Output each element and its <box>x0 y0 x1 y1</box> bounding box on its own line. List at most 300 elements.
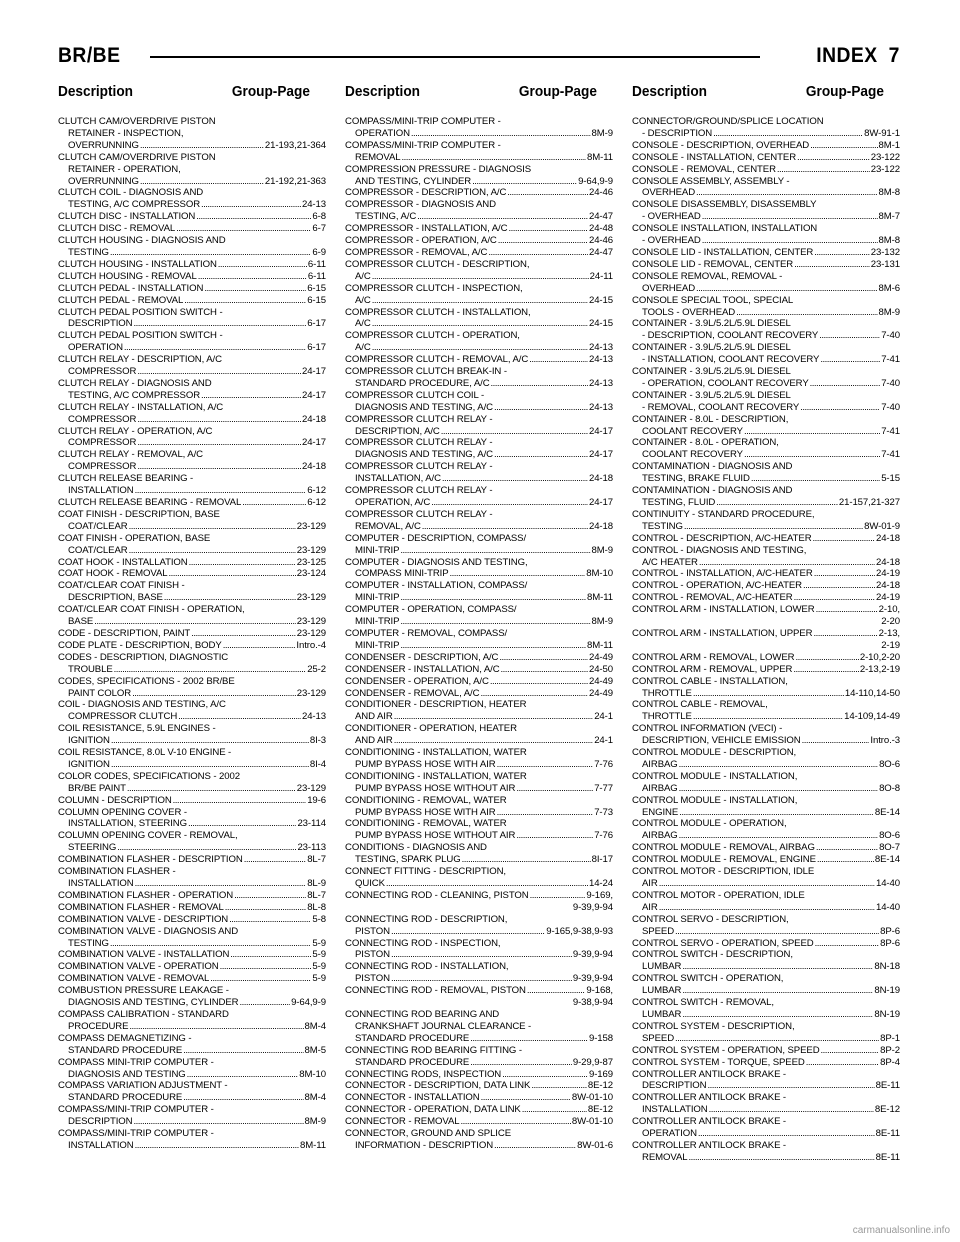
entry-text: DESCRIPTION <box>68 318 133 330</box>
entry-page-ref: 14-24 <box>588 878 613 889</box>
entry-text: AIRBAG <box>642 758 678 770</box>
index-entry <box>345 247 613 259</box>
entry-text: COMPASS MINI-TRIP COMPUTER - <box>58 1056 214 1068</box>
entry-line <box>345 271 613 283</box>
entry-text: COMPRESSOR <box>68 437 137 449</box>
index-entry <box>58 152 326 188</box>
dot-leader <box>494 1140 576 1152</box>
entry-line <box>345 1140 613 1152</box>
entry-page-ref: 6-8 <box>312 211 326 223</box>
dot-leader <box>696 283 877 295</box>
entry-page-ref: 24-17 <box>588 497 613 508</box>
entry-line <box>632 116 900 128</box>
dot-leader <box>527 985 586 997</box>
entry-line <box>58 985 326 997</box>
dot-leader <box>218 259 307 271</box>
index-entry <box>58 497 326 509</box>
entry-page-ref: 7-40 <box>881 401 900 413</box>
entry-line <box>345 902 613 914</box>
dot-leader <box>394 735 594 747</box>
entry-line <box>632 795 900 807</box>
entry-text: AIR <box>642 901 658 913</box>
index-entry <box>632 890 900 914</box>
entry-text: COMPRESSOR CLUTCH RELAY - <box>345 508 493 520</box>
index-entry <box>345 485 613 509</box>
entry-text: CONSOLE LID - INSTALLATION, CENTER <box>632 246 814 258</box>
entry-text: A/C HEATER <box>642 556 698 568</box>
index-entry <box>345 914 613 938</box>
entry-line <box>345 211 613 223</box>
entry-text: CONTROL - OPERATION, A/C-HEATER <box>632 580 802 592</box>
index-entry <box>345 414 613 438</box>
entry-text: COMPUTER - REMOVAL, COMPASS/ <box>345 627 508 639</box>
entry-text: CONTROL MOTOR - DESCRIPTION, IDLE <box>632 866 815 878</box>
entry-text: CONTROL ARM - INSTALLATION, LOWER <box>632 604 815 616</box>
dot-leader <box>675 1033 879 1045</box>
entry-line <box>632 521 900 533</box>
entry-line <box>632 533 900 545</box>
entry-text: COMPRESSOR - OPERATION, A/C <box>345 235 497 247</box>
index-entry <box>58 1033 326 1057</box>
entry-line <box>58 592 326 604</box>
entry-page-ref: 8O-6 <box>879 758 900 770</box>
entry-line <box>58 1009 326 1021</box>
entry-text: CRANKSHAFT JOURNAL CLEARANCE - <box>355 1020 532 1032</box>
entry-page-ref: 25-2 <box>307 663 326 675</box>
entry-text: COAT/CLEAR <box>68 544 128 556</box>
index-entry <box>345 461 613 485</box>
entry-page-ref-continued: 9-38,9-94 <box>572 997 613 1009</box>
entry-text: DESCRIPTION <box>642 1080 707 1092</box>
entry-text: COMBINATION VALVE - OPERATION <box>58 961 219 973</box>
group-page-heading: Group-Page <box>231 84 310 100</box>
entry-line <box>58 283 326 295</box>
dot-leader <box>391 926 545 938</box>
entry-line <box>345 437 613 449</box>
entry-line <box>345 1116 613 1128</box>
entry-line <box>58 378 326 390</box>
index-entry <box>345 938 613 962</box>
entry-text: CLUTCH CAM/OVERDRIVE PISTON <box>58 116 216 127</box>
watermark: carmanualsonline.info <box>852 1225 950 1236</box>
entry-text: AIRBAG <box>642 830 678 842</box>
entry-list <box>632 116 900 1164</box>
entry-line <box>632 699 900 711</box>
dot-leader <box>817 854 874 866</box>
entry-text: INFORMATION - DESCRIPTION <box>355 1139 494 1151</box>
entry-line <box>632 1080 900 1092</box>
entry-line <box>632 723 900 735</box>
entry-page-ref-continued: 9-39,9-94 <box>572 901 613 913</box>
entry-text: CONTROL SYSTEM - DESCRIPTION, <box>632 1020 795 1032</box>
entry-line <box>345 783 613 795</box>
dot-leader <box>497 807 594 819</box>
entry-text: CLUTCH PEDAL - INSTALLATION <box>58 282 204 294</box>
entry-text: CONNECTOR/GROUND/SPLICE LOCATION <box>632 116 824 127</box>
entry-page-ref: 2-10,2-20 <box>859 651 900 663</box>
dot-leader <box>402 152 587 164</box>
index-entry <box>58 723 326 747</box>
entry-line <box>345 390 613 402</box>
index-entry <box>58 676 326 700</box>
index-entry <box>632 152 900 164</box>
dot-leader <box>516 830 593 842</box>
entry-line <box>632 961 900 973</box>
entry-text: CONTROL SERVO - DESCRIPTION, <box>632 913 789 925</box>
entry-line <box>58 307 326 319</box>
entry-page-ref: 9-64,9-9 <box>578 175 613 187</box>
entry-text: COMPASS/MINI-TRIP COMPUTER - <box>345 116 501 127</box>
entry-text: A/C <box>355 270 371 282</box>
entry-text: CLUTCH RELEASE BEARING - REMOVAL <box>58 497 242 508</box>
entry-page-ref: 8L-7 <box>307 854 326 866</box>
entry-page-ref: 8N-19 <box>874 985 900 997</box>
entry-page-ref: 6-15 <box>307 294 326 306</box>
entry-line <box>58 723 326 735</box>
entry-page-ref: 9-158 <box>588 1032 613 1044</box>
entry-text: CONDENSER - INSTALLATION, A/C <box>345 663 500 675</box>
entry-page-ref: 8M-11 <box>587 151 613 163</box>
entry-page-ref: 24-15 <box>588 294 613 306</box>
entry-page-ref: 7-41 <box>881 354 900 366</box>
entry-page-ref: 24-11 <box>589 270 613 282</box>
entry-page-ref: 24-18 <box>301 461 326 473</box>
entry-line <box>345 949 613 961</box>
dot-leader <box>815 938 880 950</box>
dot-leader <box>201 390 301 402</box>
entry-line <box>58 580 326 592</box>
index-entry <box>632 652 900 664</box>
page-header <box>58 44 900 72</box>
entry-page-ref: 6-12 <box>307 497 326 508</box>
index-entry <box>632 997 900 1021</box>
entry-page-ref: 24-13 <box>588 342 613 354</box>
dot-leader <box>173 795 307 807</box>
entry-line <box>58 497 326 509</box>
entry-text: - OPERATION, COOLANT RECOVERY <box>642 377 809 389</box>
dot-leader <box>234 890 306 902</box>
dot-leader <box>183 1045 303 1057</box>
entry-text: AND TESTING, CYLINDER <box>355 175 472 187</box>
entry-page-ref: 24-46 <box>588 235 613 247</box>
entry-line <box>345 330 613 342</box>
entry-text: COAT/CLEAR COAT FINISH - <box>58 580 185 592</box>
entry-text: CONTROL MOTOR - OPERATION, IDLE <box>632 889 805 901</box>
dot-leader <box>529 354 588 366</box>
entry-page-ref: 24-19 <box>875 568 900 580</box>
dot-leader <box>491 378 588 390</box>
index-entry <box>632 699 900 723</box>
index-entry <box>58 652 326 676</box>
dot-leader <box>501 664 588 676</box>
index-entry <box>632 1140 900 1164</box>
entry-line <box>632 604 900 616</box>
index-entry <box>345 1128 613 1152</box>
dot-leader <box>204 283 306 295</box>
entry-line <box>58 342 326 354</box>
entry-line <box>632 985 900 997</box>
dot-leader <box>372 271 589 283</box>
dot-leader <box>777 164 870 176</box>
index-entry <box>632 938 900 950</box>
entry-text: COIL RESISTANCE, 5.9L ENGINES - <box>58 723 216 735</box>
entry-line <box>632 199 900 211</box>
entry-page-ref: 24-18 <box>588 473 613 485</box>
entry-text: REMOVAL <box>642 1151 688 1163</box>
entry-line <box>345 961 613 973</box>
index-entry <box>345 1069 613 1081</box>
entry-page-ref: 8M-7 <box>878 211 900 223</box>
entry-text: REMOVAL, A/C <box>355 520 421 532</box>
entry-text: CONTAINER - 3.9L/5.2L/5.9L DIESEL <box>632 366 791 378</box>
entry-page-ref: 8W-01-10 <box>571 1116 613 1128</box>
entry-text: DESCRIPTION, A/C <box>355 425 440 437</box>
entry-text: CLUTCH RELAY - INSTALLATION, A/C <box>58 401 224 413</box>
entry-text: AIR <box>642 878 658 889</box>
dot-leader <box>129 545 296 557</box>
entry-text: TESTING <box>68 246 109 258</box>
entry-text: DIAGNOSIS AND TESTING, A/C <box>355 449 493 461</box>
entry-page-ref: 8W-01-10 <box>571 1092 613 1104</box>
index-title: INDEX <box>816 44 878 67</box>
index-entry <box>345 699 613 723</box>
dot-leader <box>709 1104 874 1116</box>
entry-line <box>58 1021 326 1033</box>
entry-text: A/C <box>355 342 371 354</box>
entry-page-ref: 8I-17 <box>591 854 613 866</box>
entry-line <box>632 140 900 152</box>
entry-page-ref: 9-168, <box>586 985 613 997</box>
entry-text: INSTALLATION, STEERING <box>68 818 187 830</box>
index-entry <box>632 318 900 342</box>
entry-text: CLUTCH HOUSING - DIAGNOSIS AND <box>58 235 226 247</box>
index-entry <box>345 1092 613 1104</box>
entry-line <box>632 640 900 652</box>
entry-line <box>345 711 613 723</box>
entry-text: COMPRESSION PRESSURE - DIAGNOSIS <box>345 163 532 175</box>
entry-text: TESTING, A/C COMPRESSOR <box>68 389 201 401</box>
entry-line <box>58 676 326 688</box>
entry-line <box>58 235 326 247</box>
entry-text: COMPRESSOR <box>68 413 137 425</box>
dot-leader <box>794 592 875 604</box>
entry-line <box>58 521 326 533</box>
entry-line <box>345 807 613 819</box>
entry-page-ref: 8N-19 <box>874 1008 900 1020</box>
dot-leader <box>806 1057 879 1069</box>
entry-page-ref: 24-18 <box>588 520 613 532</box>
entry-page-ref: 21-192,21-363 <box>264 175 326 187</box>
dot-leader <box>793 664 859 676</box>
entry-text: INSTALLATION <box>68 485 134 497</box>
index-entry <box>58 866 326 890</box>
entry-line <box>58 699 326 711</box>
entry-line <box>345 1045 613 1057</box>
index-entry <box>58 568 326 580</box>
entry-text: TESTING <box>642 520 683 532</box>
entry-page-ref: 5-9 <box>312 949 326 961</box>
index-entry <box>58 1080 326 1104</box>
entry-page-ref: 23-129 <box>296 627 326 639</box>
dot-leader <box>508 223 588 235</box>
entry-line <box>632 247 900 259</box>
dot-leader <box>795 652 858 664</box>
entry-text: CONTROLLER ANTILOCK BRAKE - <box>632 1139 787 1151</box>
entry-line <box>632 211 900 223</box>
entry-line <box>632 1152 900 1164</box>
entry-text: COMBINATION VALVE - DESCRIPTION <box>58 913 229 925</box>
entry-page-ref: 8M-4 <box>304 1092 326 1104</box>
entry-line <box>632 1033 900 1045</box>
dot-leader <box>702 235 878 247</box>
entry-text: LUMBAR <box>642 1008 682 1020</box>
dot-leader <box>530 890 586 902</box>
index-entry <box>58 914 326 926</box>
index-entry <box>58 1057 326 1081</box>
entry-line <box>58 664 326 676</box>
dot-leader <box>810 140 877 152</box>
entry-page-ref: 6-11 <box>307 258 326 270</box>
entry-line <box>345 295 613 307</box>
entry-line <box>58 140 326 152</box>
entry-page-ref: 14-110,14-50 <box>844 687 900 699</box>
entry-line <box>632 187 900 199</box>
entry-line <box>58 1092 326 1104</box>
dot-leader <box>679 807 874 819</box>
dot-leader <box>516 783 593 795</box>
index-entry <box>58 307 326 331</box>
index-entry <box>58 985 326 1009</box>
entry-page-ref: 8P-6 <box>880 937 900 949</box>
dot-leader <box>502 1069 588 1081</box>
dot-leader <box>386 878 588 890</box>
entry-page-ref: 7-41 <box>881 425 900 437</box>
entry-line <box>345 283 613 295</box>
entry-line <box>58 1033 326 1045</box>
entry-page-ref: 8E-12 <box>587 1080 613 1092</box>
entry-line <box>632 259 900 271</box>
dot-leader <box>498 235 588 247</box>
entry-text: PUMP BYPASS HOSE WITH AIR <box>355 758 496 770</box>
entry-text: CLUTCH PEDAL - REMOVAL <box>58 294 184 306</box>
entry-page-ref: 24-50 <box>588 663 613 675</box>
entry-page-ref: 7-76 <box>594 830 613 842</box>
entry-line <box>632 354 900 366</box>
entry-text: CONSOLE SPECIAL TOOL, SPECIAL <box>632 294 794 306</box>
entry-text: INSTALLATION <box>68 1139 134 1151</box>
entry-line <box>632 1116 900 1128</box>
entry-text: OVERRUNNING <box>68 175 139 187</box>
dot-leader <box>472 176 577 188</box>
index-entry <box>632 818 900 842</box>
entry-line <box>58 437 326 449</box>
entry-text: CLUTCH RELAY - OPERATION, A/C <box>58 425 213 437</box>
entry-line <box>632 866 900 878</box>
entry-page-ref: 8E-11 <box>875 1151 900 1163</box>
entry-line <box>632 592 900 604</box>
entry-text: CLUTCH RELAY - DESCRIPTION, A/C <box>58 354 222 366</box>
dot-leader <box>110 938 312 950</box>
entry-line <box>632 997 900 1009</box>
entry-line <box>58 926 326 938</box>
dot-leader <box>225 902 306 914</box>
entry-page-ref: 21-193,21-364 <box>264 139 326 151</box>
description-heading: Description <box>58 84 133 100</box>
entry-text: STEERING <box>68 842 117 854</box>
entry-text: CONDITIONING - REMOVAL, WATER <box>345 818 507 830</box>
entry-text: OPERATION <box>642 1128 697 1140</box>
entry-line <box>632 664 900 676</box>
entry-text: AND AIR <box>355 711 393 723</box>
entry-line <box>632 152 900 164</box>
entry-line <box>58 128 326 140</box>
dot-leader <box>441 426 588 438</box>
entry-page-ref: 8W-91-1 <box>864 127 900 139</box>
entry-line <box>632 390 900 402</box>
entry-line <box>345 818 613 830</box>
dot-leader <box>682 1009 873 1021</box>
entry-line <box>58 973 326 985</box>
index-entry <box>632 1116 900 1140</box>
entry-line <box>632 1021 900 1033</box>
entry-list <box>345 116 613 1152</box>
entry-page-ref: 24-18 <box>301 413 326 425</box>
entry-text: - DESCRIPTION <box>642 127 713 139</box>
entry-line <box>345 735 613 747</box>
index-entry <box>58 402 326 426</box>
index-entry <box>632 604 900 628</box>
entry-line <box>345 449 613 461</box>
entry-page-ref: 8P-4 <box>880 1056 900 1068</box>
dot-leader <box>659 902 875 914</box>
entry-text: CONTROL SYSTEM - TORQUE, SPEED <box>632 1056 805 1068</box>
entry-page-ref: 7-73 <box>594 806 613 818</box>
entry-line <box>58 485 326 497</box>
dot-leader <box>698 1128 875 1140</box>
entry-page-ref: 6-17 <box>307 318 326 330</box>
entry-text: COMPRESSOR - DIAGNOSIS AND <box>345 199 496 211</box>
entry-line <box>632 223 900 235</box>
dot-leader <box>132 688 296 700</box>
entry-text: CONTAINER - 3.9L/5.2L/5.9L DIESEL <box>632 342 791 354</box>
entry-text: CLUTCH RELEASE BEARING - <box>58 473 194 485</box>
entry-line <box>58 390 326 402</box>
entry-line <box>345 628 613 640</box>
dot-leader <box>110 247 312 259</box>
entry-text: COMBUSTION PRESSURE LEAKAGE - <box>58 985 229 997</box>
entry-text: SPEED <box>642 925 675 937</box>
entry-line <box>345 199 613 211</box>
entry-text: CLUTCH DISC - INSTALLATION <box>58 211 196 223</box>
entry-text: CONTROLLER ANTILOCK BRAKE - <box>632 1068 787 1080</box>
entry-line <box>58 1057 326 1069</box>
index-entry <box>632 414 900 438</box>
entry-page-ref: 23-129 <box>296 520 326 532</box>
entry-text: COMPRESSOR <box>68 461 137 473</box>
dot-leader <box>140 176 264 188</box>
entry-line <box>632 235 900 247</box>
entry-text: COMPUTER - DESCRIPTION, COMPASS/ <box>345 532 527 544</box>
entry-text: COAT HOOK - REMOVAL <box>58 568 168 580</box>
entry-text: COMPRESSOR CLUTCH BREAK-IN - <box>345 366 507 378</box>
entry-page-ref: 8M-9 <box>591 544 613 556</box>
entry-line <box>632 807 900 819</box>
entry-line <box>632 509 900 521</box>
dot-leader <box>129 521 296 533</box>
entry-text: CONNECTOR - INSTALLATION <box>345 1092 480 1104</box>
entry-line <box>345 688 613 700</box>
entry-line <box>58 402 326 414</box>
